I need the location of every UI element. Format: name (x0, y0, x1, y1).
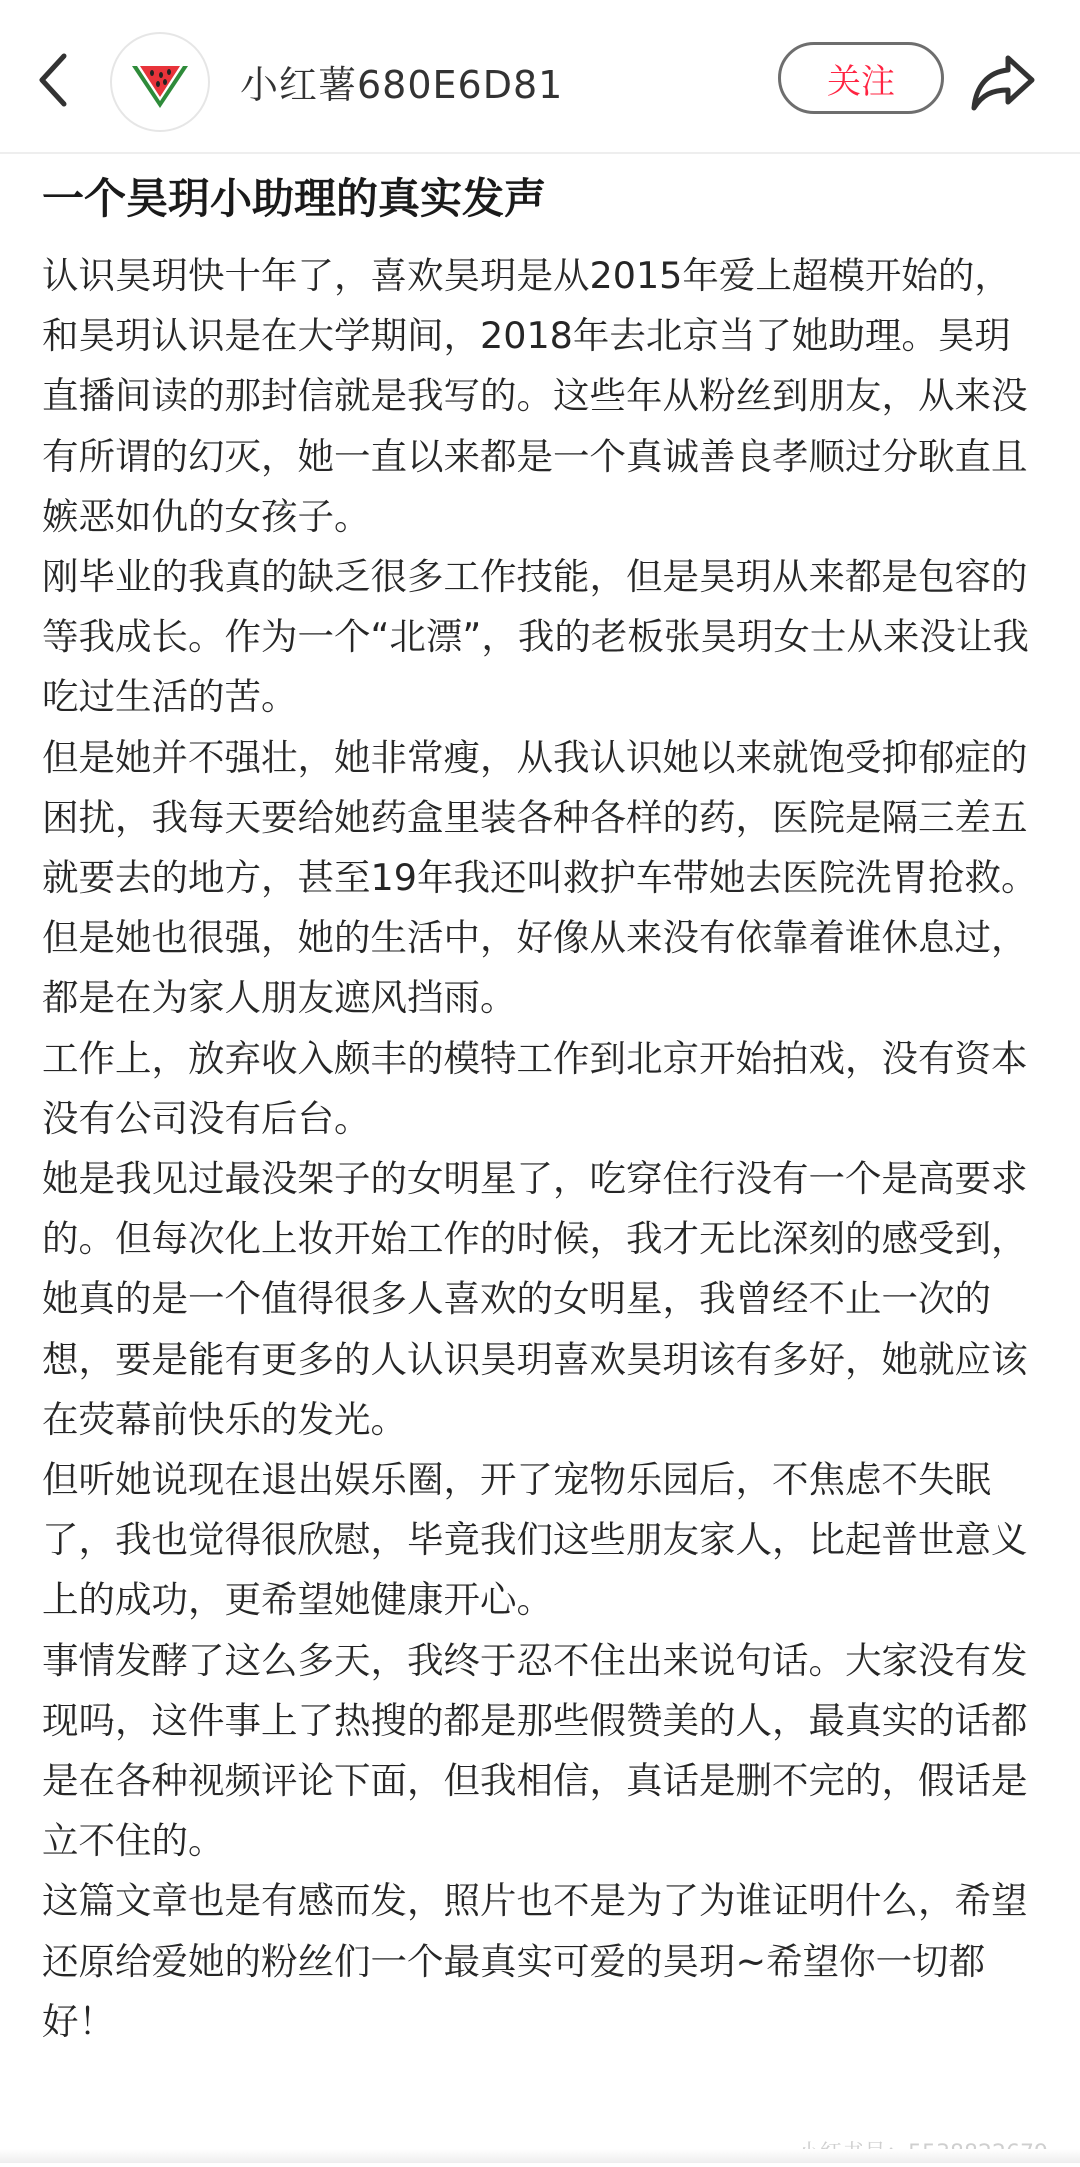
paragraph: 认识昊玥快十年了，喜欢昊玥是从2015年爱上超模开始的，和昊玥认识是在大学期间，2018年去北京当了她助理。昊玥直播间读的那封信就是我写的。这些年从粉丝到朋友，从来没有所谓的幻灭，她一直以来都是一个真诚善良孝顺过分耿直且嫉恶如仇的女孩子。 (42, 254, 1028, 538)
paragraph: 但是她并不强壮，她非常瘦，从我认识她以来就饱受抑郁症的困扰，我每天要给她药盒里装各种各样的药，医院是隔三差五就要去的地方，甚至19年我还叫救护车带她去医院洗胃抢救。 (42, 735, 1038, 900)
paragraph: 工作上，放弃收入颇丰的模特工作到北京开始拍戏，没有资本没有公司没有后台。 (42, 1036, 1028, 1140)
paragraph: 但听她说现在退出娱乐圈，开了宠物乐园后，不焦虑不失眠了，我也觉得很欣慰，毕竟我们这些朋友家人，比起普世意义上的成功，更希望她健康开心。 (42, 1458, 1028, 1622)
back-arrow-icon[interactable] (34, 50, 74, 110)
note-content (42, 246, 1042, 2052)
paragraph: 但是她也很强，她的生活中，好像从来没有依靠着谁休息过，都是在为家人朋友遮风挡雨。 (42, 916, 1028, 1020)
top-bar (0, 0, 1080, 154)
paragraph: 事情发酵了这么多天，我终于忍不住出来说句话。大家没有发现吗，这件事上了热搜的都是那些假赞美的人，最真实的话都是在各种视频评论下面，但我相信，真话是删不完的，假话是立不住的。 (42, 1638, 1028, 1863)
watermelon-avatar-icon (128, 52, 192, 112)
follow-button[interactable]: 关注 (778, 42, 944, 114)
paragraph: 刚毕业的我真的缺乏很多工作技能，但是昊玥从来都是包容的等我成长。作为一个“北漂”，我的老板张昊玥女士从来没让我吃过生活的苦。 (42, 555, 1029, 719)
avatar[interactable] (110, 32, 210, 132)
bottom-edge (0, 2149, 1080, 2163)
share-icon[interactable] (970, 52, 1036, 112)
paragraph: 她是我见过最没架子的女明星了，吃穿住行没有一个是高要求的。但每次化上妆开始工作的时候，我才无比深刻的感受到，她真的是一个值得很多人喜欢的女明星，我曾经不止一次的想，要是能有更多的人认识昊玥喜欢昊玥该有多好，她就应该在荧幕前快乐的发光。 (42, 1157, 1028, 1441)
paragraph: 这篇文章也是有感而发，照片也不是为了为谁证明什么，希望还原给爱她的粉丝们一个最真实可爱的昊玥~希望你一切都好！ (42, 1879, 1028, 2043)
username[interactable]: 小红薯680E6D81 (240, 63, 564, 107)
note-title: 一个昊玥小助理的真实发声 (42, 174, 547, 223)
